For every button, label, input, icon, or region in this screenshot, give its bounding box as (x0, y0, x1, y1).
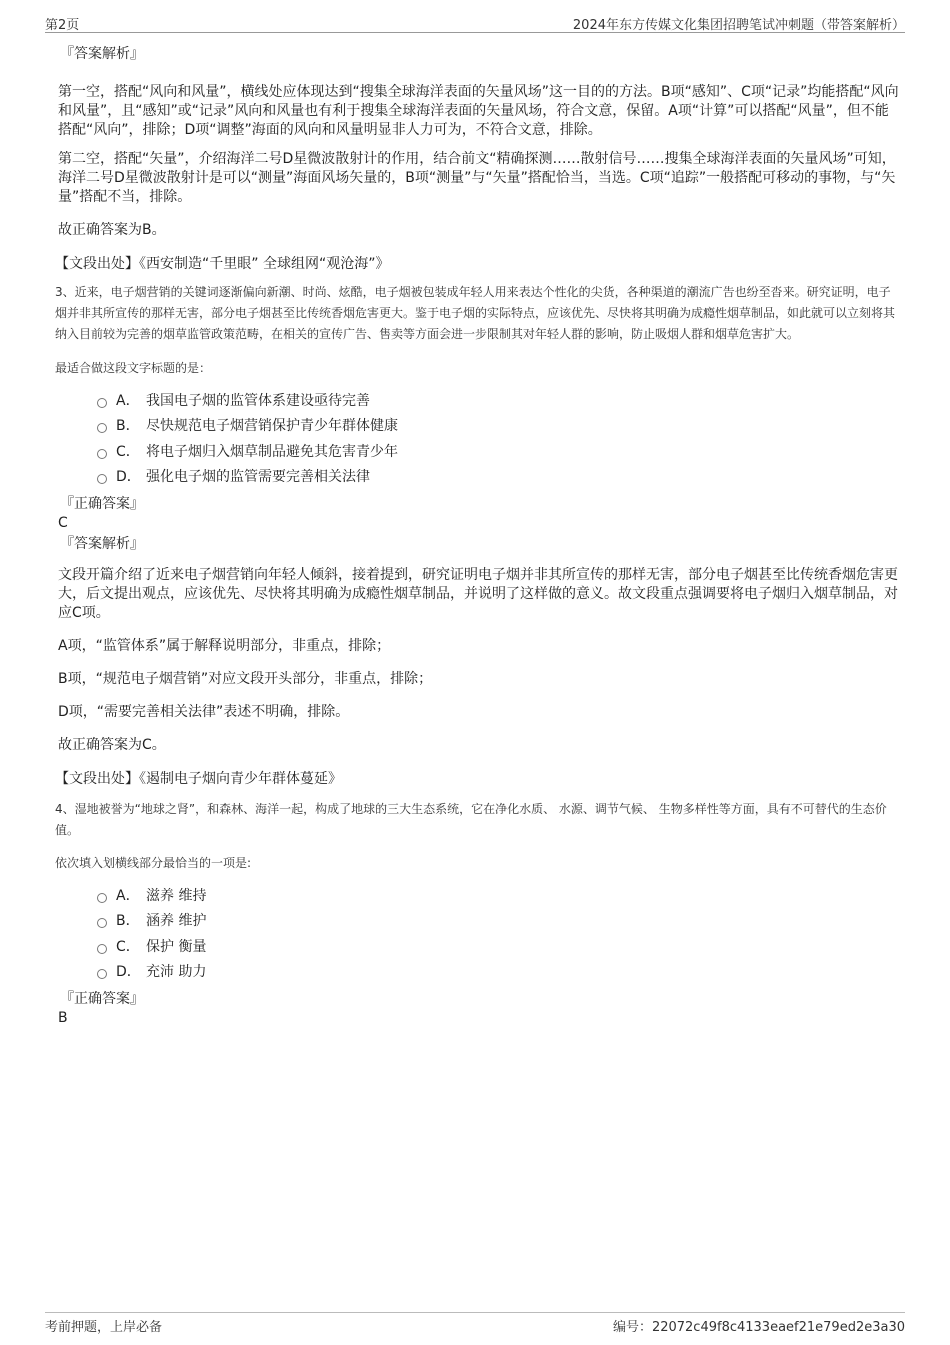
q3-analysis-pb: B项，“规范电子烟营销”对应文段开头部分，非重点，排除； (58, 671, 433, 687)
q2-analysis-label: 『答案解析』 (60, 46, 144, 62)
q3-prompt: 最适合做这段文字标题的是： (55, 361, 212, 375)
q4-option-d[interactable]: D． 充沛 助力 (97, 960, 900, 986)
q4-answer: B (58, 1010, 68, 1026)
q3-analysis-pa: A项，“监管体系”属于解释说明部分，非重点，排除； (58, 638, 391, 654)
q3-answer: C (58, 515, 68, 531)
q3-source: 【文段出处】《遏制电子烟向青少年群体蔓延》 (55, 771, 342, 787)
q2-analysis-p2: 第二空，搭配“矢量”，介绍海洋二号D星微波散射计的作用，结合前文“精确探测……散射信号……搜集全球海洋表面的矢量风场”可知，海洋二号D星微波散射计是可以“测量”海面风场矢量的，B项“测量”与“矢量”搭配恰当，当选。C项“追踪”一般搭配可移动的事物，与“矢量”搭配不当，排除。 (58, 151, 896, 205)
radio-icon[interactable] (97, 969, 107, 979)
q2-analysis-p1: 第一空，搭配“风向和风量”，横线处应体现达到“搜集全球海洋表面的矢量风场”这一目的的方法。B项“感知”、C项“记录”均能搭配“风向和风量”，且“感知”或“记录”风向和风量也有利于搜集全球海洋表面的矢量风场，符合文意，保留。A项“计算”可以搭配“风量”，但不能搭配“风向”，排除；D项“调整”海面的风向和风量明显非人力可为，不符合文意，排除。 (58, 84, 899, 138)
q3-option-b[interactable]: B． 尽快规范电子烟营销保护青少年群体健康 (97, 414, 900, 440)
radio-icon[interactable] (97, 398, 107, 408)
q3-option-d[interactable]: D． 强化电子烟的监管需要完善相关法律 (97, 465, 900, 491)
q3-analysis-pd: D项，“需要完善相关法律”表述不明确，排除。 (58, 704, 350, 720)
radio-icon[interactable] (97, 449, 107, 459)
radio-icon[interactable] (97, 423, 107, 433)
q4-answer-label: 『正确答案』 (60, 991, 144, 1007)
q4-option-c[interactable]: C． 保护 衡量 (97, 934, 900, 960)
q3-analysis-p1: 文段开篇介绍了近来电子烟营销向年轻人倾斜，接着提到，研究证明电子烟并非其所宣传的那样无害，部分电子烟甚至比传统香烟危害更大，后文提出观点，应该优先、尽快将其明确为成瘾性烟草制品，并说明了这样做的意义。故文段重点强调要将电子烟归入烟草制品，对应C项。 (58, 567, 898, 621)
document-body (55, 42, 900, 1027)
q3-option-a[interactable]: A． 我国电子烟的监管体系建设亟待完善 (97, 388, 900, 414)
radio-icon[interactable] (97, 944, 107, 954)
q3-conclusion: 故正确答案为C。 (58, 737, 166, 753)
q3-options (55, 388, 900, 490)
document-code: 编号：22072c49f8c4133eaef21e79ed2e3a30 (612, 1320, 905, 1335)
page-header (45, 12, 905, 33)
q4-prompt: 依次填入划横线部分最恰当的一项是: (55, 856, 252, 870)
q3-option-c[interactable]: C． 将电子烟归入烟草制品避免其危害青少年 (97, 439, 900, 465)
radio-icon[interactable] (97, 918, 107, 928)
q2-conclusion: 故正确答案为B。 (58, 222, 166, 238)
q3-analysis-label: 『答案解析』 (60, 536, 144, 552)
footer-slogan: 考前押题，上岸必备 (45, 1320, 163, 1335)
radio-icon[interactable] (97, 893, 107, 903)
q4-options (55, 883, 900, 985)
q3-answer-label: 『正确答案』 (60, 496, 144, 512)
page-number: 第2页 (45, 18, 80, 33)
document-title: 2024年东方传媒文化集团招聘笔试冲刺题（带答案解析） (572, 18, 905, 33)
q4-option-b[interactable]: B． 涵养 维护 (97, 909, 900, 935)
radio-icon[interactable] (97, 474, 107, 484)
q2-source: 【文段出处】《西安制造“千里眼” 全球组网“观沧海”》 (55, 256, 390, 272)
page-footer (45, 1312, 905, 1333)
q3-stem: 3、近来，电子烟营销的关键词逐渐偏向新潮、时尚、炫酷，电子烟被包装成年轻人用来表达个性化的尖货，各种渠道的潮流广告也纷至沓来。研究证明，电子烟并非其所宣传的那样无害，部分电子烟甚至比传统香烟危害更大。鉴于电子烟的实际特点，应该优先、尽快将其明确为成瘾性烟草制品，如此就可以立刻将其纳入目前较为完善的烟草监管政策范畴，在相关的宣传广告、售卖等方面会进一步限制其对年轻人群的影响，防止吸烟人群和烟草危害扩大。 (55, 285, 896, 341)
q4-stem: 4、湿地被誉为“地球之肾”，和森林、海洋一起，构成了地球的三大生态系统，它在净化水质、 水源、调节气候、 生物多样性等方面，具有不可替代的生态价值。 (55, 802, 887, 837)
q4-option-a[interactable]: A． 滋养 维持 (97, 883, 900, 909)
